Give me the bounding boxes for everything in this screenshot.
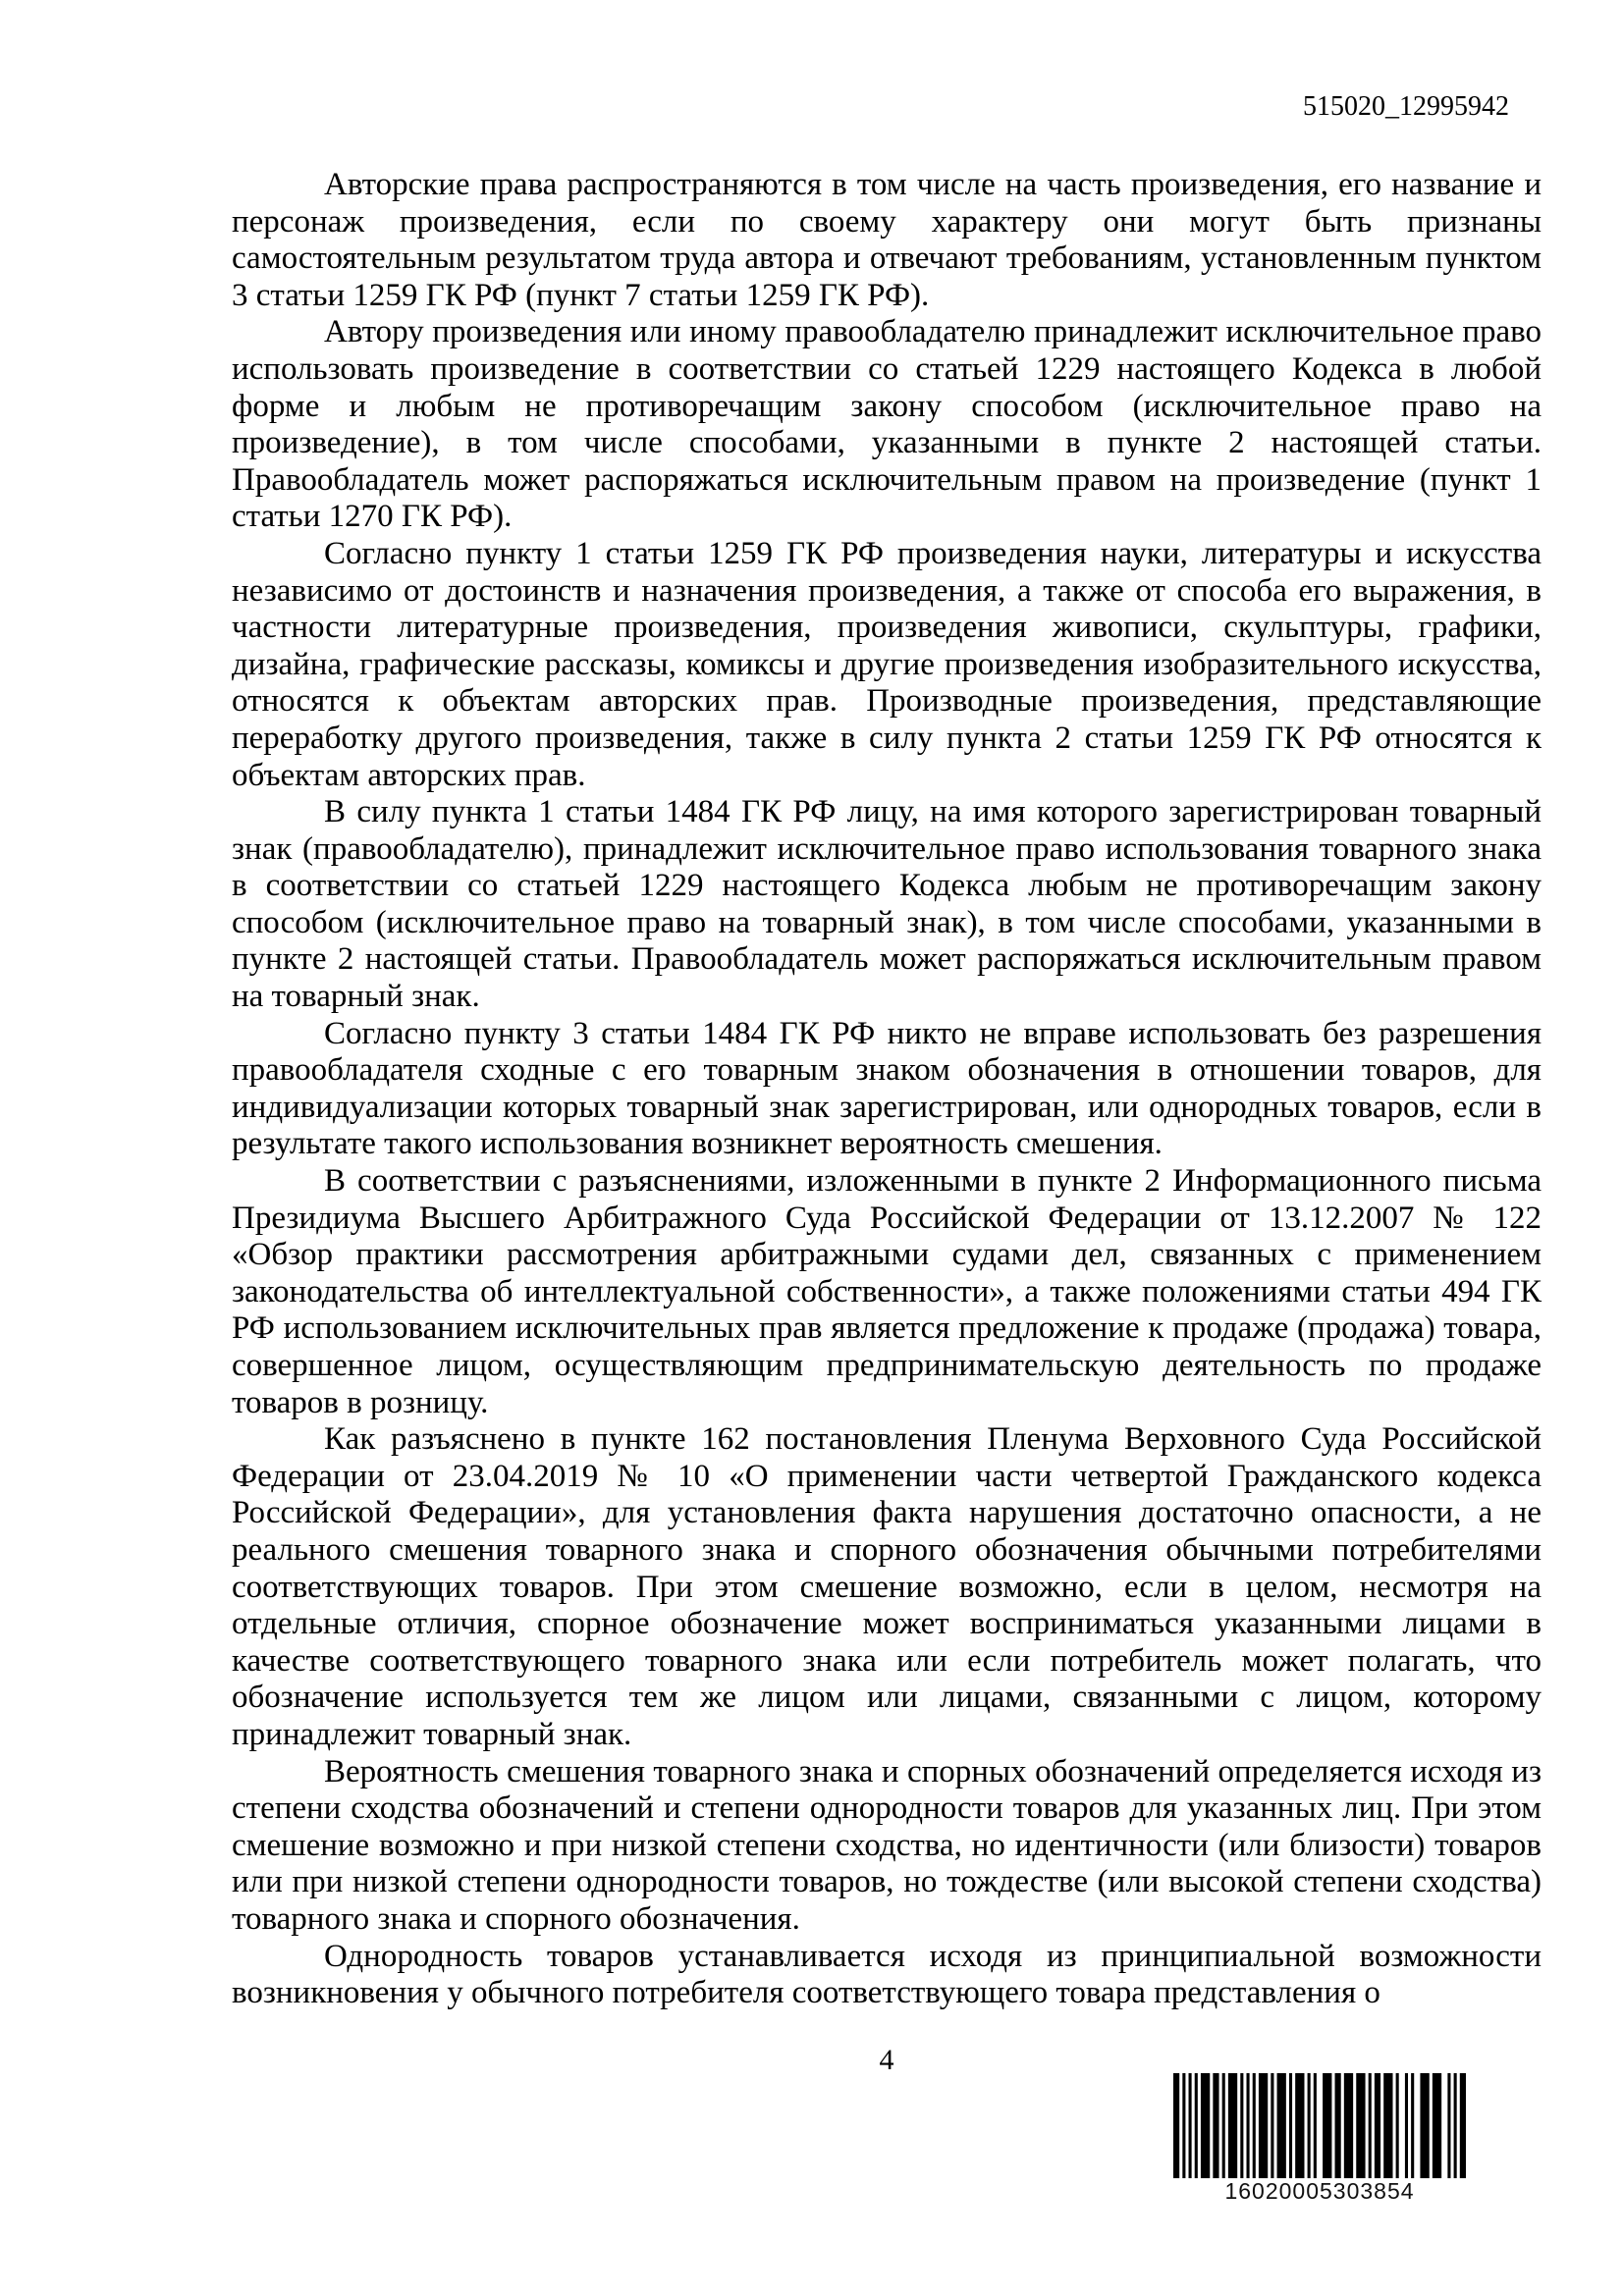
paragraph-article-1259: Согласно пункту 1 статьи 1259 ГК РФ произведения науки, литературы и искусства независимо от достоинств и назначения произведения, а также от способа его выражения, в частности литературные произведения, произведения живописи, скульптуры, графики, дизайна, графические рассказы, комиксы и другие произведения изобразительного искусства, относятся к объектам авторских прав. Производные произведения, представляющие переработку другого произведения, также в силу пункта 2 статьи 1259 ГК РФ относятся к объектам авторских прав.	[232, 535, 1542, 793]
page-number: 4	[879, 2044, 894, 2076]
barcode-number: 16020005303854	[1224, 2178, 1415, 2204]
document-body	[232, 167, 1542, 2012]
paragraph-article-1484-p1: В силу пункта 1 статьи 1484 ГК РФ лицу, на имя которого зарегистрирован товарный знак (правообладателю), принадлежит исключительное право использования товарного знака в соответствии со статьей 1229 настоящего Кодекса любым не противоречащим закону способом (исключительное право на товарный знак), в том числе способами, указанными в пункте 2 настоящей статьи. Правообладатель может распоряжаться исключительным правом на товарный знак.	[232, 794, 1542, 1015]
paragraph-article-1484-p3: Согласно пункту 3 статьи 1484 ГК РФ никто не вправе использовать без разрешения правообладателя сходные с его товарным знаком обозначения в отношении товаров, для индивидуализации которых товарный знак зарегистрирован, или однородных товаров, если в результате такого использования возникнет вероятность смешения.	[232, 1015, 1542, 1162]
paragraph-info-letter-122: В соответствии с разъяснениями, изложенными в пункте 2 Информационного письма Президиума Высшего Арбитражного Суда Российской Федерации от 13.12.2007 № 122 «Обзор практики рассмотрения арбитражными судами дел, связанных с применением законодательства об интеллектуальной собственности», а также положениями статьи 494 ГК РФ использованием исключительных прав является предложение к продаже (продажа) товара, совершенное лицом, осуществляющим предпринимательскую деятельность по продаже товаров в розницу.	[232, 1163, 1542, 1420]
barcode-bars-image	[1173, 2073, 1466, 2178]
document-id: 515020_12995942	[1303, 91, 1509, 122]
paragraph-copyright-scope: Авторские права распространяются в том числе на часть произведения, его название и персонаж произведения, если по своему характеру они могут быть признаны самостоятельным результатом труда автора и отвечают требованиям, установленным пунктом 3 статьи 1259 ГК РФ (пункт 7 статьи 1259 ГК РФ).	[232, 167, 1542, 313]
paragraph-confusion-likelihood: Вероятность смешения товарного знака и спорных обозначений определяется исходя из степени сходства обозначений и степени однородности товаров для указанных лиц. При этом смешение возможно и при низкой степени сходства, но идентичности (или близости) товаров или при низкой степени однородности товаров, но тождестве (или высокой степени сходства) товарного знака и спорного обозначения.	[232, 1753, 1542, 1937]
barcode	[1173, 2073, 1466, 2203]
paragraph-plenum-162: Как разъяснено в пункте 162 постановления Пленума Верховного Суда Российской Федерации от 23.04.2019 № 10 «О применении части четвертой Гражданского кодекса Российской Федерации», для установления факта нарушения достаточно опасности, а не реального смешения товарного знака и спорного обозначения обычными потребителями соответствующих товаров. При этом смешение возможно, если в целом, несмотря на отдельные отличия, спорное обозначение может восприниматься указанными лицами в качестве соответствующего товарного знака или если потребитель может полагать, что обозначение используется тем же лицом или лицами, связанными с лицом, которому принадлежит товарный знак.	[232, 1421, 1542, 1752]
paragraph-goods-homogeneity: Однородность товаров устанавливается исходя из принципиальной возможности возникновения у обычного потребителя соответствующего товара представления о	[232, 1938, 1542, 2011]
paragraph-exclusive-right: Автору произведения или иному правообладателю принадлежит исключительное право использовать произведение в соответствии со статьей 1229 настоящего Кодекса в любой форме и любым не противоречащим закону способом (исключительное право на произведение), в том числе способами, указанными в пункте 2 настоящей статьи. Правообладатель может распоряжаться исключительным правом на произведение (пункт 1 статьи 1270 ГК РФ).	[232, 314, 1542, 535]
